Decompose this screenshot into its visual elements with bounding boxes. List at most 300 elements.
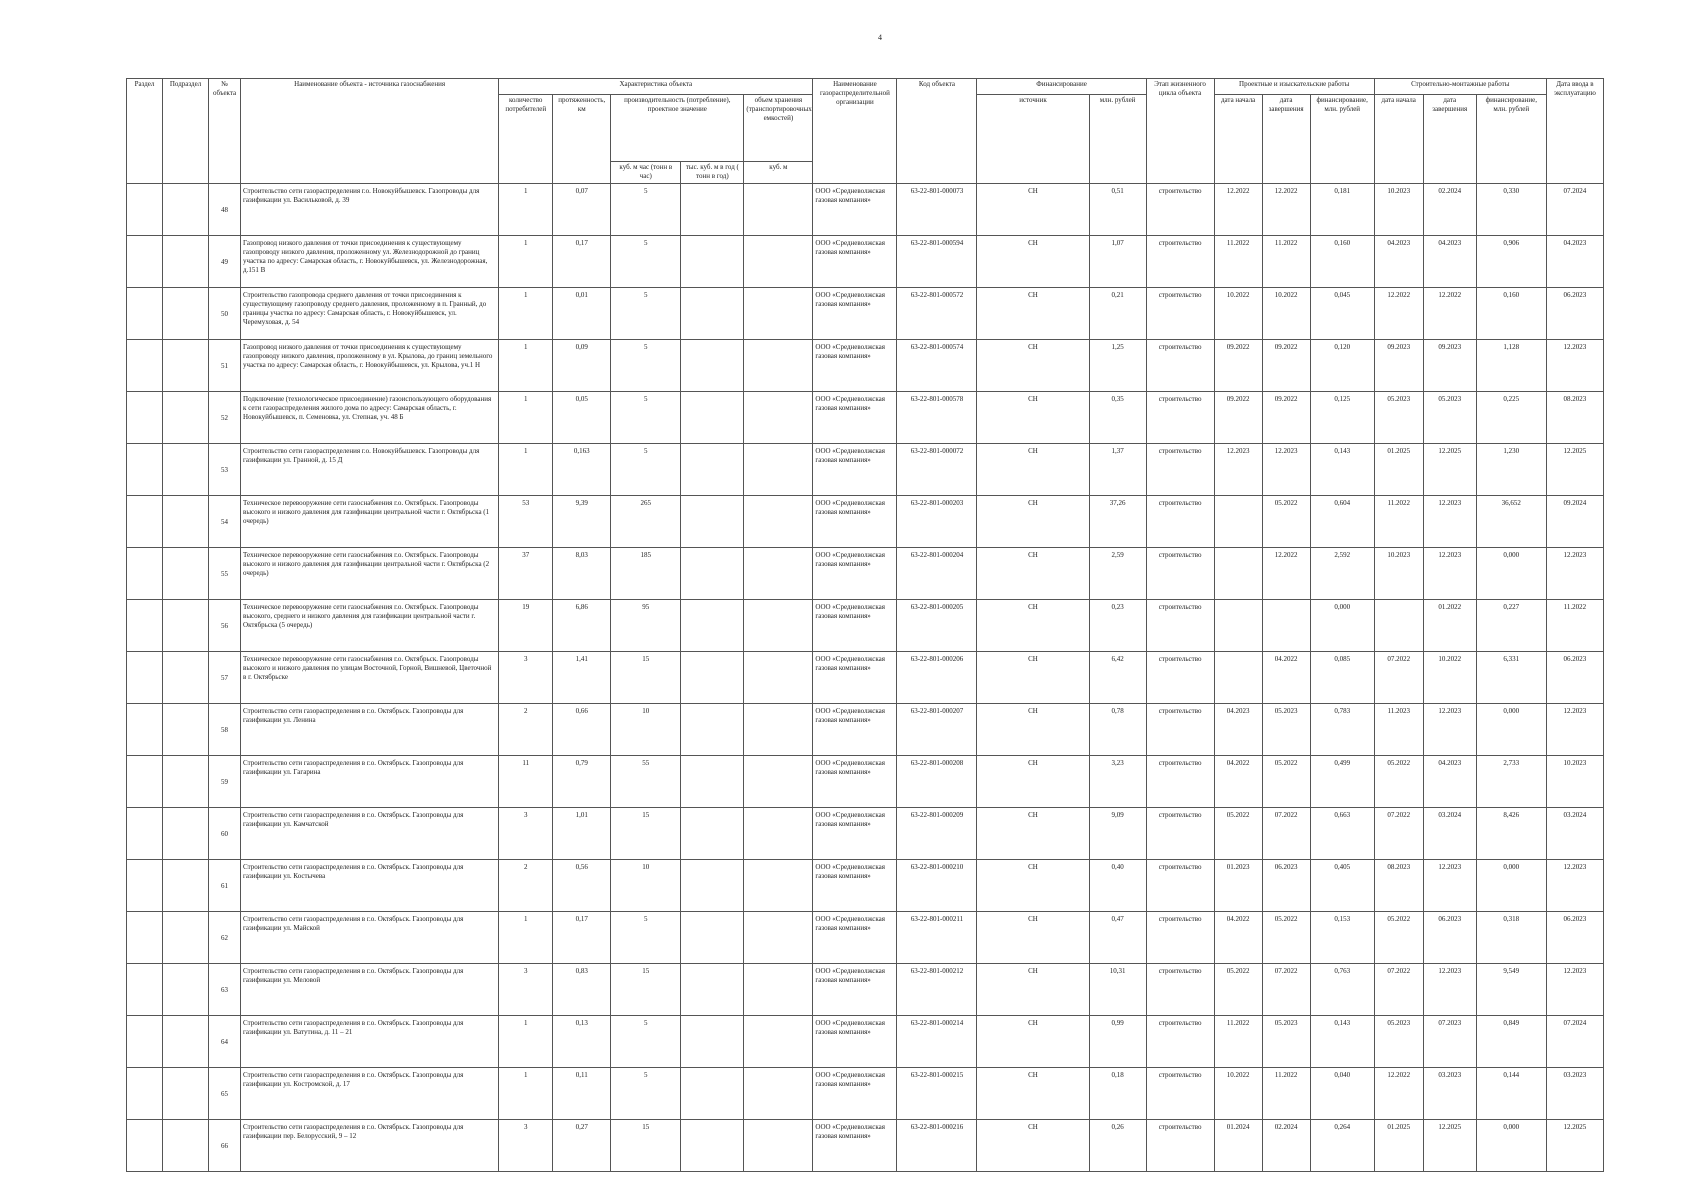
financing-mln: 0,51 — [1089, 184, 1146, 236]
design-financing: 0,405 — [1310, 860, 1374, 912]
financing-mln: 0,23 — [1089, 600, 1146, 652]
consumers-count: 1 — [499, 340, 553, 392]
object-number: 59 — [209, 756, 241, 808]
design-end-date: 05.2022 — [1262, 912, 1310, 964]
financing-source: СН — [977, 496, 1089, 548]
object-code: 63-22-801-000215 — [897, 1068, 977, 1120]
length-km: 0,05 — [553, 392, 611, 444]
object-code: 63-22-801-000073 — [897, 184, 977, 236]
consumers-count: 1 — [499, 288, 553, 340]
length-km: 1,41 — [553, 652, 611, 704]
capacity-year — [681, 652, 744, 704]
construction-start-date: 05.2022 — [1374, 756, 1423, 808]
financing-mln: 0,26 — [1089, 1120, 1146, 1172]
header-object-code: Код объекта — [897, 79, 977, 184]
organization: ООО «Средневолжская газовая компания» — [813, 340, 897, 392]
consumers-count: 2 — [499, 860, 553, 912]
length-km: 9,39 — [553, 496, 611, 548]
object-number: 66 — [209, 1120, 241, 1172]
object-name: Строительство сети газораспределения в г.о. Октябрьск. Газопроводы для газификации ул. Гагарина — [241, 756, 499, 808]
organization: ООО «Средневолжская газовая компания» — [813, 184, 897, 236]
design-start-date — [1214, 600, 1262, 652]
construction-financing: 0,160 — [1476, 288, 1546, 340]
capacity-year — [681, 236, 744, 288]
organization: ООО «Средневолжская газовая компания» — [813, 1068, 897, 1120]
podrazdel-cell — [163, 1068, 209, 1120]
commissioning-date: 11.2022 — [1546, 600, 1603, 652]
design-end-date: 09.2022 — [1262, 392, 1310, 444]
length-km: 0,13 — [553, 1016, 611, 1068]
header-consumers: количество потребителей — [499, 95, 553, 184]
table-row — [127, 548, 1604, 600]
storage-volume — [744, 704, 813, 756]
lifecycle-stage: строительство — [1146, 236, 1214, 288]
design-end-date: 05.2022 — [1262, 496, 1310, 548]
construction-start-date: 10.2023 — [1374, 548, 1423, 600]
organization: ООО «Средневолжская газовая компания» — [813, 288, 897, 340]
financing-mln: 37,26 — [1089, 496, 1146, 548]
object-code: 63-22-801-000216 — [897, 1120, 977, 1172]
design-financing: 0,143 — [1310, 1016, 1374, 1068]
financing-source: СН — [977, 860, 1089, 912]
gas-objects-table — [126, 78, 1604, 1172]
commissioning-date: 03.2024 — [1546, 808, 1603, 860]
lifecycle-stage: строительство — [1146, 1120, 1214, 1172]
consumers-count: 3 — [499, 964, 553, 1016]
table-row — [127, 652, 1604, 704]
object-number: 57 — [209, 652, 241, 704]
storage-volume — [744, 288, 813, 340]
financing-mln: 1,25 — [1089, 340, 1146, 392]
financing-source: СН — [977, 704, 1089, 756]
storage-volume — [744, 652, 813, 704]
construction-end-date: 01.2022 — [1423, 600, 1476, 652]
design-start-date: 04.2023 — [1214, 704, 1262, 756]
lifecycle-stage: строительство — [1146, 860, 1214, 912]
storage-volume — [744, 756, 813, 808]
construction-end-date: 12.2023 — [1423, 496, 1476, 548]
object-number: 53 — [209, 444, 241, 496]
commissioning-date: 09.2024 — [1546, 496, 1603, 548]
capacity-year — [681, 808, 744, 860]
capacity-year — [681, 392, 744, 444]
razdel-cell — [127, 288, 163, 340]
design-financing: 0,040 — [1310, 1068, 1374, 1120]
construction-financing: 0,000 — [1476, 860, 1546, 912]
financing-source: СН — [977, 964, 1089, 1016]
razdel-cell — [127, 236, 163, 288]
commissioning-date: 10.2023 — [1546, 756, 1603, 808]
commissioning-date: 07.2024 — [1546, 184, 1603, 236]
object-number: 49 — [209, 236, 241, 288]
lifecycle-stage: строительство — [1146, 184, 1214, 236]
razdel-cell — [127, 860, 163, 912]
object-code: 63-22-801-000206 — [897, 652, 977, 704]
table-row — [127, 392, 1604, 444]
organization: ООО «Средневолжская газовая компания» — [813, 496, 897, 548]
construction-financing: 0,000 — [1476, 704, 1546, 756]
object-name: Техническое перевооружение сети газоснабжения г.о. Октябрьск. Газопроводы высокого, среднего и низкого давления для газификации центральной части г. Октябрьска (5 очередь) — [241, 600, 499, 652]
construction-end-date: 12.2023 — [1423, 860, 1476, 912]
commissioning-date: 12.2025 — [1546, 1120, 1603, 1172]
header-design-financing: финансирование, млн. рублей — [1310, 95, 1374, 184]
construction-start-date: 05.2023 — [1374, 392, 1423, 444]
construction-start-date: 11.2023 — [1374, 704, 1423, 756]
object-code: 63-22-801-000204 — [897, 548, 977, 600]
design-start-date: 11.2022 — [1214, 236, 1262, 288]
design-end-date: 05.2023 — [1262, 704, 1310, 756]
header-characteristics: Характеристика объекта — [499, 79, 813, 95]
organization: ООО «Средневолжская газовая компания» — [813, 652, 897, 704]
object-name: Подключение (технологическое присоединение) газоиспользующего оборудования к сети газораспределения жилого дома по адресу: Самарская область, г. Новокуйбышевск, п. Семеновка, ул. Степная, уч. 48 Б — [241, 392, 499, 444]
storage-volume — [744, 444, 813, 496]
commissioning-date: 04.2023 — [1546, 236, 1603, 288]
design-start-date: 12.2022 — [1214, 184, 1262, 236]
financing-mln: 0,78 — [1089, 704, 1146, 756]
header-design-date-start: дата начала — [1214, 95, 1262, 184]
design-end-date: 05.2023 — [1262, 1016, 1310, 1068]
design-financing: 0,120 — [1310, 340, 1374, 392]
object-code: 63-22-801-000572 — [897, 288, 977, 340]
lifecycle-stage: строительство — [1146, 444, 1214, 496]
razdel-cell — [127, 808, 163, 860]
construction-end-date: 02.2024 — [1423, 184, 1476, 236]
capacity-hour: 15 — [611, 964, 681, 1016]
design-start-date: 05.2022 — [1214, 808, 1262, 860]
organization: ООО «Средневолжская газовая компания» — [813, 548, 897, 600]
organization: ООО «Средневолжская газовая компания» — [813, 704, 897, 756]
design-start-date: 04.2022 — [1214, 756, 1262, 808]
header-length: протяженность, км — [553, 95, 611, 184]
consumers-count: 37 — [499, 548, 553, 600]
financing-source: СН — [977, 1120, 1089, 1172]
capacity-year — [681, 1016, 744, 1068]
object-number: 52 — [209, 392, 241, 444]
object-number: 64 — [209, 1016, 241, 1068]
design-financing: 0,264 — [1310, 1120, 1374, 1172]
page-number: 4 — [878, 33, 882, 42]
financing-source: СН — [977, 912, 1089, 964]
financing-source: СН — [977, 184, 1089, 236]
design-end-date: 10.2022 — [1262, 288, 1310, 340]
construction-financing: 0,330 — [1476, 184, 1546, 236]
design-end-date: 12.2023 — [1262, 444, 1310, 496]
object-name: Газопровод низкого давления от точки присоединения к существующему газопроводу низкого давления, проложенному ул. Железнодорожной до границ участка по адресу: Самарская область, г. Новокуйбышевск, ул. Железнодорожная, д.151 В — [241, 236, 499, 288]
header-design-works: Проектные и изыскательские работы — [1214, 79, 1374, 95]
financing-source: СН — [977, 444, 1089, 496]
lifecycle-stage: строительство — [1146, 288, 1214, 340]
organization: ООО «Средневолжская газовая компания» — [813, 392, 897, 444]
object-name: Строительство сети газораспределения г.о. Новокуйбышевск. Газопроводы для газификации ул. Гранной, д. 15 Д — [241, 444, 499, 496]
financing-mln: 0,18 — [1089, 1068, 1146, 1120]
razdel-cell — [127, 1120, 163, 1172]
length-km: 8,03 — [553, 548, 611, 600]
lifecycle-stage: строительство — [1146, 964, 1214, 1016]
header-commissioning-date: Дата ввода в эксплуатацию — [1546, 79, 1603, 184]
object-name: Строительство сети газораспределения в г.о. Октябрьск. Газопроводы для газификации ул. Камчатской — [241, 808, 499, 860]
design-end-date: 02.2024 — [1262, 1120, 1310, 1172]
header-capacity-hour: куб. м час (тонн в час) — [611, 162, 681, 184]
table-row — [127, 496, 1604, 548]
capacity-year — [681, 912, 744, 964]
object-code: 63-22-801-000574 — [897, 340, 977, 392]
storage-volume — [744, 1120, 813, 1172]
financing-mln: 0,47 — [1089, 912, 1146, 964]
construction-financing: 36,652 — [1476, 496, 1546, 548]
table-row — [127, 964, 1604, 1016]
lifecycle-stage: строительство — [1146, 392, 1214, 444]
design-end-date: 12.2022 — [1262, 184, 1310, 236]
design-financing: 0,181 — [1310, 184, 1374, 236]
capacity-hour: 15 — [611, 808, 681, 860]
design-start-date — [1214, 496, 1262, 548]
razdel-cell — [127, 1068, 163, 1120]
object-code: 63-22-801-000072 — [897, 444, 977, 496]
design-start-date: 10.2022 — [1214, 288, 1262, 340]
financing-source: СН — [977, 600, 1089, 652]
design-financing: 0,085 — [1310, 652, 1374, 704]
capacity-hour: 10 — [611, 860, 681, 912]
object-code: 63-22-801-000212 — [897, 964, 977, 1016]
razdel-cell — [127, 1016, 163, 1068]
capacity-hour: 15 — [611, 1120, 681, 1172]
capacity-hour: 5 — [611, 392, 681, 444]
capacity-hour: 185 — [611, 548, 681, 600]
header-capacity: производительность (потребление), проектное значение — [611, 95, 744, 162]
capacity-year — [681, 704, 744, 756]
table-row — [127, 288, 1604, 340]
design-end-date: 11.2022 — [1262, 1068, 1310, 1120]
consumers-count: 3 — [499, 808, 553, 860]
financing-mln: 0,35 — [1089, 392, 1146, 444]
financing-source: СН — [977, 1068, 1089, 1120]
length-km: 0,07 — [553, 184, 611, 236]
construction-start-date: 04.2023 — [1374, 236, 1423, 288]
construction-financing: 0,225 — [1476, 392, 1546, 444]
capacity-year — [681, 340, 744, 392]
capacity-hour: 5 — [611, 1068, 681, 1120]
financing-mln: 1,37 — [1089, 444, 1146, 496]
lifecycle-stage: строительство — [1146, 600, 1214, 652]
podrazdel-cell — [163, 860, 209, 912]
object-code: 63-22-801-000594 — [897, 236, 977, 288]
financing-source: СН — [977, 236, 1089, 288]
consumers-count: 1 — [499, 912, 553, 964]
capacity-hour: 5 — [611, 184, 681, 236]
object-name: Строительство сети газораспределения в г.о. Октябрьск. Газопроводы для газификации ул. Ленина — [241, 704, 499, 756]
capacity-year — [681, 860, 744, 912]
construction-financing: 1,128 — [1476, 340, 1546, 392]
construction-financing: 9,549 — [1476, 964, 1546, 1016]
storage-volume — [744, 184, 813, 236]
podrazdel-cell — [163, 236, 209, 288]
financing-mln: 0,99 — [1089, 1016, 1146, 1068]
object-name: Строительство газопровода среднего давления от точки присоединения к существующему газопроводу среднего давления, проложенному в п. Гранный, до границы участка по адресу: Самарская область, г. Новокуйбышевск, ул. Черемуховая, д. 54 — [241, 288, 499, 340]
capacity-hour: 5 — [611, 444, 681, 496]
table-row — [127, 912, 1604, 964]
financing-mln: 0,40 — [1089, 860, 1146, 912]
table-row — [127, 1068, 1604, 1120]
consumers-count: 3 — [499, 1120, 553, 1172]
design-financing: 0,045 — [1310, 288, 1374, 340]
object-code: 63-22-801-000578 — [897, 392, 977, 444]
length-km: 0,66 — [553, 704, 611, 756]
object-number: 48 — [209, 184, 241, 236]
header-storage: объем хранения (транспортировочных емкостей) — [744, 95, 813, 162]
table-row — [127, 600, 1604, 652]
lifecycle-stage: строительство — [1146, 652, 1214, 704]
commissioning-date: 12.2023 — [1546, 340, 1603, 392]
commissioning-date: 06.2023 — [1546, 288, 1603, 340]
consumers-count: 1 — [499, 184, 553, 236]
lifecycle-stage: строительство — [1146, 548, 1214, 600]
length-km: 0,17 — [553, 236, 611, 288]
commissioning-date: 12.2023 — [1546, 964, 1603, 1016]
design-financing: 0,763 — [1310, 964, 1374, 1016]
storage-volume — [744, 600, 813, 652]
header-podrazdel: Подраздел — [163, 79, 209, 184]
design-financing: 0,499 — [1310, 756, 1374, 808]
construction-start-date: 08.2023 — [1374, 860, 1423, 912]
object-name: Техническое перевооружение сети газоснабжения г.о. Октябрьск. Газопроводы высокого и низкого давления для газификации центральной части г. Октябрьска (2 очередь) — [241, 548, 499, 600]
commissioning-date: 12.2023 — [1546, 704, 1603, 756]
design-financing: 0,604 — [1310, 496, 1374, 548]
length-km: 0,17 — [553, 912, 611, 964]
object-code: 63-22-801-000205 — [897, 600, 977, 652]
podrazdel-cell — [163, 288, 209, 340]
design-financing: 2,592 — [1310, 548, 1374, 600]
object-number: 61 — [209, 860, 241, 912]
header-organization: Наименование газораспределительной организации — [813, 79, 897, 184]
design-start-date: 01.2023 — [1214, 860, 1262, 912]
lifecycle-stage: строительство — [1146, 912, 1214, 964]
design-end-date: 07.2022 — [1262, 808, 1310, 860]
design-financing: 0,125 — [1310, 392, 1374, 444]
financing-mln: 1,07 — [1089, 236, 1146, 288]
consumers-count: 1 — [499, 236, 553, 288]
podrazdel-cell — [163, 548, 209, 600]
construction-start-date: 01.2025 — [1374, 1120, 1423, 1172]
header-financing: Финансирование — [977, 79, 1146, 95]
construction-financing: 8,426 — [1476, 808, 1546, 860]
construction-start-date: 09.2023 — [1374, 340, 1423, 392]
podrazdel-cell — [163, 444, 209, 496]
construction-end-date: 06.2023 — [1423, 912, 1476, 964]
podrazdel-cell — [163, 912, 209, 964]
construction-financing: 0,144 — [1476, 1068, 1546, 1120]
storage-volume — [744, 1068, 813, 1120]
length-km: 0,09 — [553, 340, 611, 392]
header-construction-financing: финансирование, млн. рублей — [1476, 95, 1546, 184]
razdel-cell — [127, 600, 163, 652]
header-stage: Этап жизненного цикла объекта — [1146, 79, 1214, 184]
razdel-cell — [127, 548, 163, 600]
capacity-hour: 265 — [611, 496, 681, 548]
lifecycle-stage: строительство — [1146, 1016, 1214, 1068]
podrazdel-cell — [163, 964, 209, 1016]
design-end-date: 07.2022 — [1262, 964, 1310, 1016]
design-financing: 0,663 — [1310, 808, 1374, 860]
object-name: Строительство сети газораспределения в г.о. Октябрьск. Газопроводы для газификации ул. Майской — [241, 912, 499, 964]
design-end-date: 06.2023 — [1262, 860, 1310, 912]
financing-source: СН — [977, 392, 1089, 444]
header-object-name: Наименование объекта - источника газоснабжения — [241, 79, 499, 184]
razdel-cell — [127, 496, 163, 548]
storage-volume — [744, 1016, 813, 1068]
design-start-date — [1214, 652, 1262, 704]
financing-mln: 0,21 — [1089, 288, 1146, 340]
construction-financing: 0,318 — [1476, 912, 1546, 964]
object-code: 63-22-801-000208 — [897, 756, 977, 808]
design-start-date: 11.2022 — [1214, 1016, 1262, 1068]
lifecycle-stage: строительство — [1146, 808, 1214, 860]
object-number: 63 — [209, 964, 241, 1016]
object-name: Строительство сети газораспределения в г.о. Октябрьск. Газопроводы для газификации ул. Меловой — [241, 964, 499, 1016]
capacity-year — [681, 184, 744, 236]
capacity-year — [681, 444, 744, 496]
construction-end-date: 04.2023 — [1423, 756, 1476, 808]
financing-source: СН — [977, 808, 1089, 860]
table-row — [127, 1120, 1604, 1172]
object-name: Строительство сети газораспределения в г.о. Октябрьск. Газопроводы для газификации пер. Белорусский, 9 – 12 — [241, 1120, 499, 1172]
consumers-count: 1 — [499, 1068, 553, 1120]
object-name: Строительство сети газораспределения г.о. Новокуйбышевск. Газопроводы для газификации ул. Васильковой, д. 39 — [241, 184, 499, 236]
razdel-cell — [127, 392, 163, 444]
table-row — [127, 444, 1604, 496]
object-number: 58 — [209, 704, 241, 756]
construction-start-date: 07.2022 — [1374, 808, 1423, 860]
razdel-cell — [127, 912, 163, 964]
capacity-hour: 10 — [611, 704, 681, 756]
construction-start-date: 12.2022 — [1374, 1068, 1423, 1120]
object-number: 50 — [209, 288, 241, 340]
table-body — [127, 184, 1604, 1172]
design-end-date — [1262, 600, 1310, 652]
podrazdel-cell — [163, 1016, 209, 1068]
construction-end-date: 03.2023 — [1423, 1068, 1476, 1120]
construction-financing: 0,849 — [1476, 1016, 1546, 1068]
capacity-year — [681, 1120, 744, 1172]
capacity-year — [681, 1068, 744, 1120]
razdel-cell — [127, 340, 163, 392]
construction-start-date — [1374, 600, 1423, 652]
construction-end-date: 12.2025 — [1423, 444, 1476, 496]
construction-start-date: 05.2022 — [1374, 912, 1423, 964]
commissioning-date: 08.2023 — [1546, 392, 1603, 444]
lifecycle-stage: строительство — [1146, 1068, 1214, 1120]
capacity-year — [681, 496, 744, 548]
table-row — [127, 808, 1604, 860]
design-start-date: 04.2022 — [1214, 912, 1262, 964]
object-name: Газопровод низкого давления от точки присоединения к существующему газопроводу низкого давления, проложенному в ул. Крылова, до границ земельного участка по адресу: Самарская область, г. Новокуйбышевск, ул. Крылова, уч.1 Н — [241, 340, 499, 392]
construction-end-date: 12.2025 — [1423, 1120, 1476, 1172]
capacity-hour: 5 — [611, 912, 681, 964]
commissioning-date: 06.2023 — [1546, 912, 1603, 964]
design-end-date: 12.2022 — [1262, 548, 1310, 600]
consumers-count: 2 — [499, 704, 553, 756]
capacity-hour: 95 — [611, 600, 681, 652]
construction-financing: 0,000 — [1476, 1120, 1546, 1172]
storage-volume — [744, 912, 813, 964]
podrazdel-cell — [163, 652, 209, 704]
organization: ООО «Средневолжская газовая компания» — [813, 912, 897, 964]
capacity-hour: 55 — [611, 756, 681, 808]
object-number: 51 — [209, 340, 241, 392]
podrazdel-cell — [163, 704, 209, 756]
construction-financing: 0,906 — [1476, 236, 1546, 288]
construction-end-date: 09.2023 — [1423, 340, 1476, 392]
design-start-date — [1214, 548, 1262, 600]
